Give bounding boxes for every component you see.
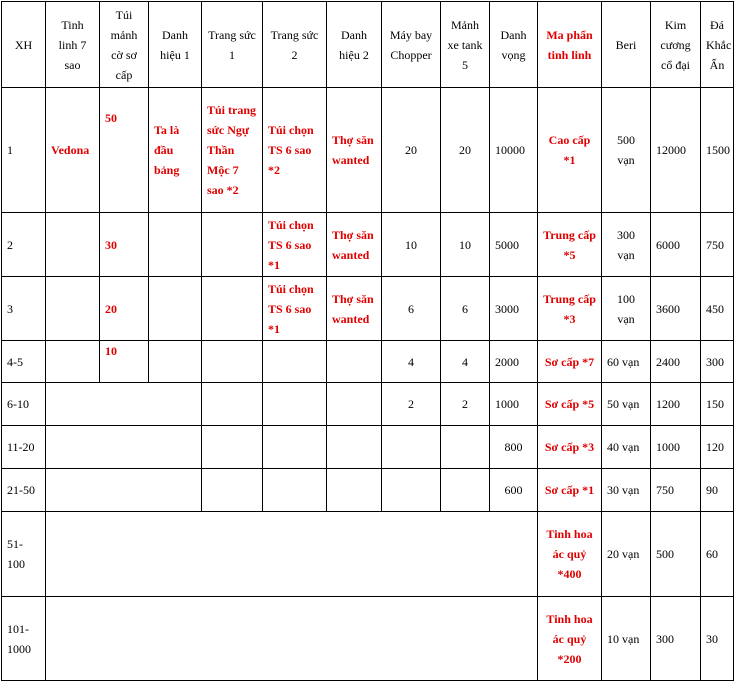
cell-manh-xe: 10 [441, 213, 490, 277]
table-row [2, 383, 734, 426]
cell-beri: 10 vạn [602, 597, 651, 681]
header-may-bay: Máy bay Chopper [382, 2, 441, 88]
cell-xh: 101-1000 [2, 597, 46, 681]
header-tui-manh: Túi mảnh cờ sơ cấp [100, 2, 149, 88]
cell-xh: 6-10 [2, 383, 46, 426]
cell-ma-phan: Tinh hoa ác quỷ *200 [538, 597, 602, 681]
cell-beri: 50 vạn [602, 383, 651, 426]
cell-may-bay: 20 [382, 88, 441, 213]
cell-xh: 2 [2, 213, 46, 277]
cell-beri: 30 vạn [602, 469, 651, 512]
cell-danh-hieu-2: Thợ săn wanted [327, 277, 382, 341]
cell-kim-cuong: 2400 [651, 341, 701, 383]
cell-trang-suc-1: Túi trang sức Ngự Thần Mộc 7 sao *2 [202, 88, 263, 213]
header-manh-xe: Mảnh xe tank 5 [441, 2, 490, 88]
cell-beri: 60 vạn [602, 341, 651, 383]
cell-kim-cuong: 3600 [651, 277, 701, 341]
cell-ma-phan: Tinh hoa ác quỷ *400 [538, 512, 602, 597]
cell-xh: 4-5 [2, 341, 46, 383]
cell-tui-manh: 30 [100, 213, 149, 277]
cell-xh: 1 [2, 88, 46, 213]
table-row [2, 213, 734, 277]
cell-trang-suc-1 [202, 341, 263, 383]
cell-danh-vong: 800 [490, 426, 538, 469]
cell-ma-phan: Trung cấp *3 [538, 277, 602, 341]
cell-tinh-linh [46, 277, 100, 341]
header-beri: Beri [602, 2, 651, 88]
cell-danh-hieu-1 [149, 213, 202, 277]
cell-da-khac: 120 [701, 426, 734, 469]
cell-empty [46, 426, 202, 469]
cell-ma-phan: Sơ cấp *1 [538, 469, 602, 512]
cell-ma-phan: Sơ cấp *5 [538, 383, 602, 426]
cell-beri: 100 vạn [602, 277, 651, 341]
header-danh-hieu-2: Danh hiệu 2 [327, 2, 382, 88]
cell-trang-suc-2: Túi chọn TS 6 sao *1 [263, 213, 327, 277]
cell-kim-cuong: 12000 [651, 88, 701, 213]
header-trang-suc-1: Trang sức 1 [202, 2, 263, 88]
cell-da-khac: 60 [701, 512, 734, 597]
cell-xh: 11-20 [2, 426, 46, 469]
cell-ma-phan: Trung cấp *5 [538, 213, 602, 277]
cell-da-khac: 750 [701, 213, 734, 277]
cell-da-khac: 450 [701, 277, 734, 341]
cell-trang-suc-2 [263, 469, 327, 512]
cell-may-bay [382, 426, 441, 469]
cell-may-bay: 6 [382, 277, 441, 341]
cell-beri: 20 vạn [602, 512, 651, 597]
header-row [2, 2, 734, 88]
cell-danh-hieu-2 [327, 383, 382, 426]
cell-beri: 40 vạn [602, 426, 651, 469]
cell-trang-suc-2 [263, 383, 327, 426]
cell-empty [46, 383, 202, 426]
cell-beri: 500 vạn [602, 88, 651, 213]
cell-ma-phan: Sơ cấp *7 [538, 341, 602, 383]
reward-table [1, 1, 734, 681]
table-row [2, 597, 734, 681]
cell-tui-manh: 50 [100, 88, 149, 213]
header-trang-suc-2: Trang sức 2 [263, 2, 327, 88]
header-danh-vong: Danh vọng [490, 2, 538, 88]
cell-ma-phan: Sơ cấp *3 [538, 426, 602, 469]
cell-danh-hieu-1 [149, 341, 202, 383]
cell-danh-vong: 3000 [490, 277, 538, 341]
cell-trang-suc-1 [202, 426, 263, 469]
cell-trang-suc-1 [202, 277, 263, 341]
cell-danh-hieu-2 [327, 341, 382, 383]
cell-trang-suc-2: Túi chọn TS 6 sao *2 [263, 88, 327, 213]
cell-manh-xe: 2 [441, 383, 490, 426]
cell-danh-vong: 600 [490, 469, 538, 512]
header-da-khac: Đá Khắc Ấn [701, 2, 734, 88]
cell-manh-xe [441, 469, 490, 512]
header-danh-hieu-1: Danh hiệu 1 [149, 2, 202, 88]
cell-manh-xe: 20 [441, 88, 490, 213]
cell-da-khac: 300 [701, 341, 734, 383]
header-kim-cuong: Kim cương cổ đại [651, 2, 701, 88]
cell-manh-xe: 6 [441, 277, 490, 341]
header-tinh-linh: Tinh linh 7 sao [46, 2, 100, 88]
cell-may-bay [382, 469, 441, 512]
cell-danh-hieu-2 [327, 426, 382, 469]
cell-danh-hieu-2: Thợ săn wanted [327, 88, 382, 213]
cell-kim-cuong: 1200 [651, 383, 701, 426]
cell-tui-manh: 10 [100, 341, 149, 383]
cell-da-khac: 150 [701, 383, 734, 426]
cell-danh-hieu-2 [327, 469, 382, 512]
table-row [2, 512, 734, 597]
table-row [2, 426, 734, 469]
cell-da-khac: 1500 [701, 88, 734, 213]
cell-tinh-linh: Vedona [46, 88, 100, 213]
cell-danh-vong: 1000 [490, 383, 538, 426]
cell-xh: 51-100 [2, 512, 46, 597]
cell-da-khac: 30 [701, 597, 734, 681]
header-xh: XH [2, 2, 46, 88]
cell-tui-manh: 20 [100, 277, 149, 341]
cell-trang-suc-1 [202, 469, 263, 512]
table-row [2, 277, 734, 341]
cell-kim-cuong: 300 [651, 597, 701, 681]
cell-manh-xe: 4 [441, 341, 490, 383]
cell-danh-vong: 2000 [490, 341, 538, 383]
header-ma-phan: Ma phấn tinh linh [538, 2, 602, 88]
cell-empty [46, 469, 202, 512]
cell-may-bay: 10 [382, 213, 441, 277]
cell-trang-suc-1 [202, 383, 263, 426]
cell-ma-phan: Cao cấp *1 [538, 88, 602, 213]
cell-tinh-linh [46, 213, 100, 277]
table-row [2, 469, 734, 512]
table-row [2, 88, 734, 213]
cell-beri: 300 vạn [602, 213, 651, 277]
cell-may-bay: 2 [382, 383, 441, 426]
cell-manh-xe [441, 426, 490, 469]
cell-xh: 21-50 [2, 469, 46, 512]
cell-tinh-linh [46, 341, 100, 383]
cell-xh: 3 [2, 277, 46, 341]
cell-may-bay: 4 [382, 341, 441, 383]
cell-trang-suc-2 [263, 341, 327, 383]
cell-danh-vong: 10000 [490, 88, 538, 213]
cell-danh-hieu-1 [149, 277, 202, 341]
cell-trang-suc-2: Túi chọn TS 6 sao *1 [263, 277, 327, 341]
cell-danh-vong: 5000 [490, 213, 538, 277]
cell-trang-suc-1 [202, 213, 263, 277]
cell-empty [46, 512, 538, 597]
cell-kim-cuong: 500 [651, 512, 701, 597]
cell-trang-suc-2 [263, 426, 327, 469]
cell-danh-hieu-1: Ta là đầu bảng [149, 88, 202, 213]
cell-kim-cuong: 750 [651, 469, 701, 512]
cell-da-khac: 90 [701, 469, 734, 512]
table-row [2, 341, 734, 383]
cell-kim-cuong: 1000 [651, 426, 701, 469]
cell-danh-hieu-2: Thợ săn wanted [327, 213, 382, 277]
cell-kim-cuong: 6000 [651, 213, 701, 277]
cell-empty [46, 597, 538, 681]
